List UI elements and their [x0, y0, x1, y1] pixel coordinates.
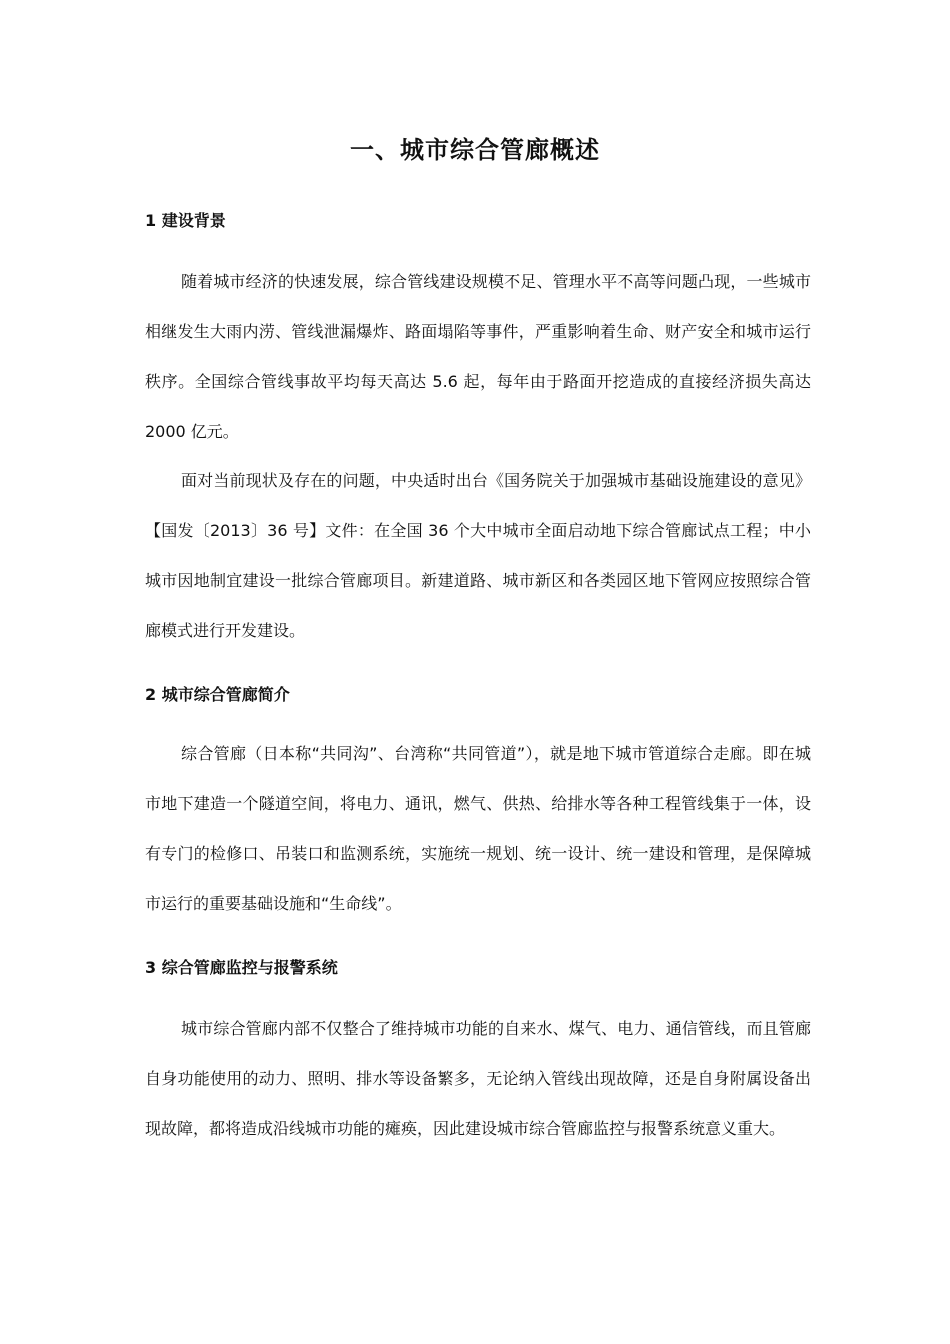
paragraph-background-1: 随着城市经济的快速发展，综合管线建设规模不足、管理水平不高等问题凸现，一些城市相继发生大雨内涝、管线泄漏爆炸、路面塌陷等事件，严重影响着生命、财产安全和城市运行秩序。全国综合管线事故平均每天高达 5.6 起，每年由于路面开挖造成的直接经济损失高达 2000 亿元。 [145, 272, 811, 441]
section-heading-monitoring-alarm-system: 3 综合管廊监控与报警系统 [145, 958, 338, 977]
document-title: 一、城市综合管廊概述 [350, 136, 600, 164]
paragraph-intro: 综合管廊（日本称“共同沟”、台湾称“共同管道”），就是地下城市管道综合走廊。即在城市地下建造一个隧道空间，将电力、通讯，燃气、供热、给排水等各种工程管线集于一体，设有专门的检修口、吊装口和监测系统，实施统一规划、统一设计、统一建设和管理，是保障城市运行的重要基础设施和“生命线”。 [145, 744, 811, 913]
section-heading-utility-tunnel-intro: 2 城市综合管廊简介 [145, 685, 290, 704]
paragraph-background-2: 面对当前现状及存在的问题，中央适时出台《国务院关于加强城市基础设施建设的意见》【国发〔2013〕36 号】文件：在全国 36 个大中城市全面启动地下综合管廊试点工程；中小城市因地制宜建设一批综合管廊项目。新建道路、城市新区和各类园区地下管网应按照综合管廊模式进行开发建设。 [145, 471, 811, 640]
paragraph-monitoring: 城市综合管廊内部不仅整合了维持城市功能的自来水、煤气、电力、通信管线，而且管廊自身功能使用的动力、照明、排水等设备繁多，无论纳入管线出现故障，还是自身附属设备出现故障，都将造成沿线城市功能的瘫痪，因此建设城市综合管廊监控与报警系统意义重大。 [145, 1019, 811, 1138]
section-heading-construction-background: 1 建设背景 [145, 211, 226, 230]
